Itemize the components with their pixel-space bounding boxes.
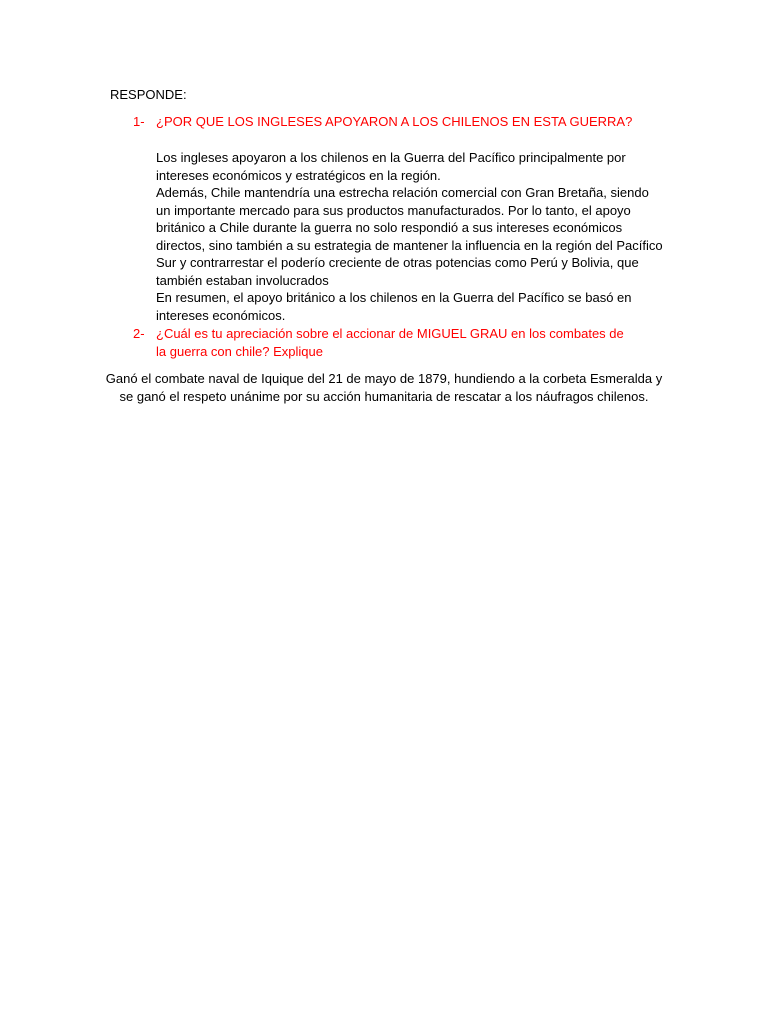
question-2-number: 2-	[133, 326, 145, 341]
question-1-text: ¿POR QUE LOS INGLESES APOYARON A LOS CHILENOS EN ESTA GUERRA?	[156, 114, 633, 129]
answer-1-paragraph-1: Los ingleses apoyaron a los chilenos en la Guerra del Pacífico principalmente por intereses económicos y estratégicos en la región.	[156, 150, 626, 183]
question-2-text: ¿Cuál es tu apreciación sobre el accionar de MIGUEL GRAU en los combates de la guerra con chile? Explique	[156, 326, 624, 359]
question-1-number: 1-	[133, 114, 145, 129]
heading-responde: RESPONDE:	[110, 87, 187, 102]
answer-2: Ganó el combate naval de Iquique del 21 de mayo de 1879, hundiendo a la corbeta Esmeralda y se ganó el respeto unánime por su acción humanitaria de rescatar a los náufragos chilenos.	[105, 371, 663, 404]
answer-1-paragraph-2: Además, Chile mantendría una estrecha relación comercial con Gran Bretaña, siendo un importante mercado para sus productos manufacturados. Por lo tanto, el apoyo británico a Chile durante la guerra no solo respondió a sus intereses económicos directos, sino también a su estrategia de mantener la influencia en la región del Pacífico Sur y contrarrestar el poderío creciente de otras potencias como Perú y Bolivia, que también estaban involucrados	[156, 185, 663, 288]
answer-1	[156, 149, 666, 324]
answer-1-paragraph-3: En resumen, el apoyo británico a los chilenos en la Guerra del Pacífico se basó en intereses económicos.	[156, 290, 632, 323]
